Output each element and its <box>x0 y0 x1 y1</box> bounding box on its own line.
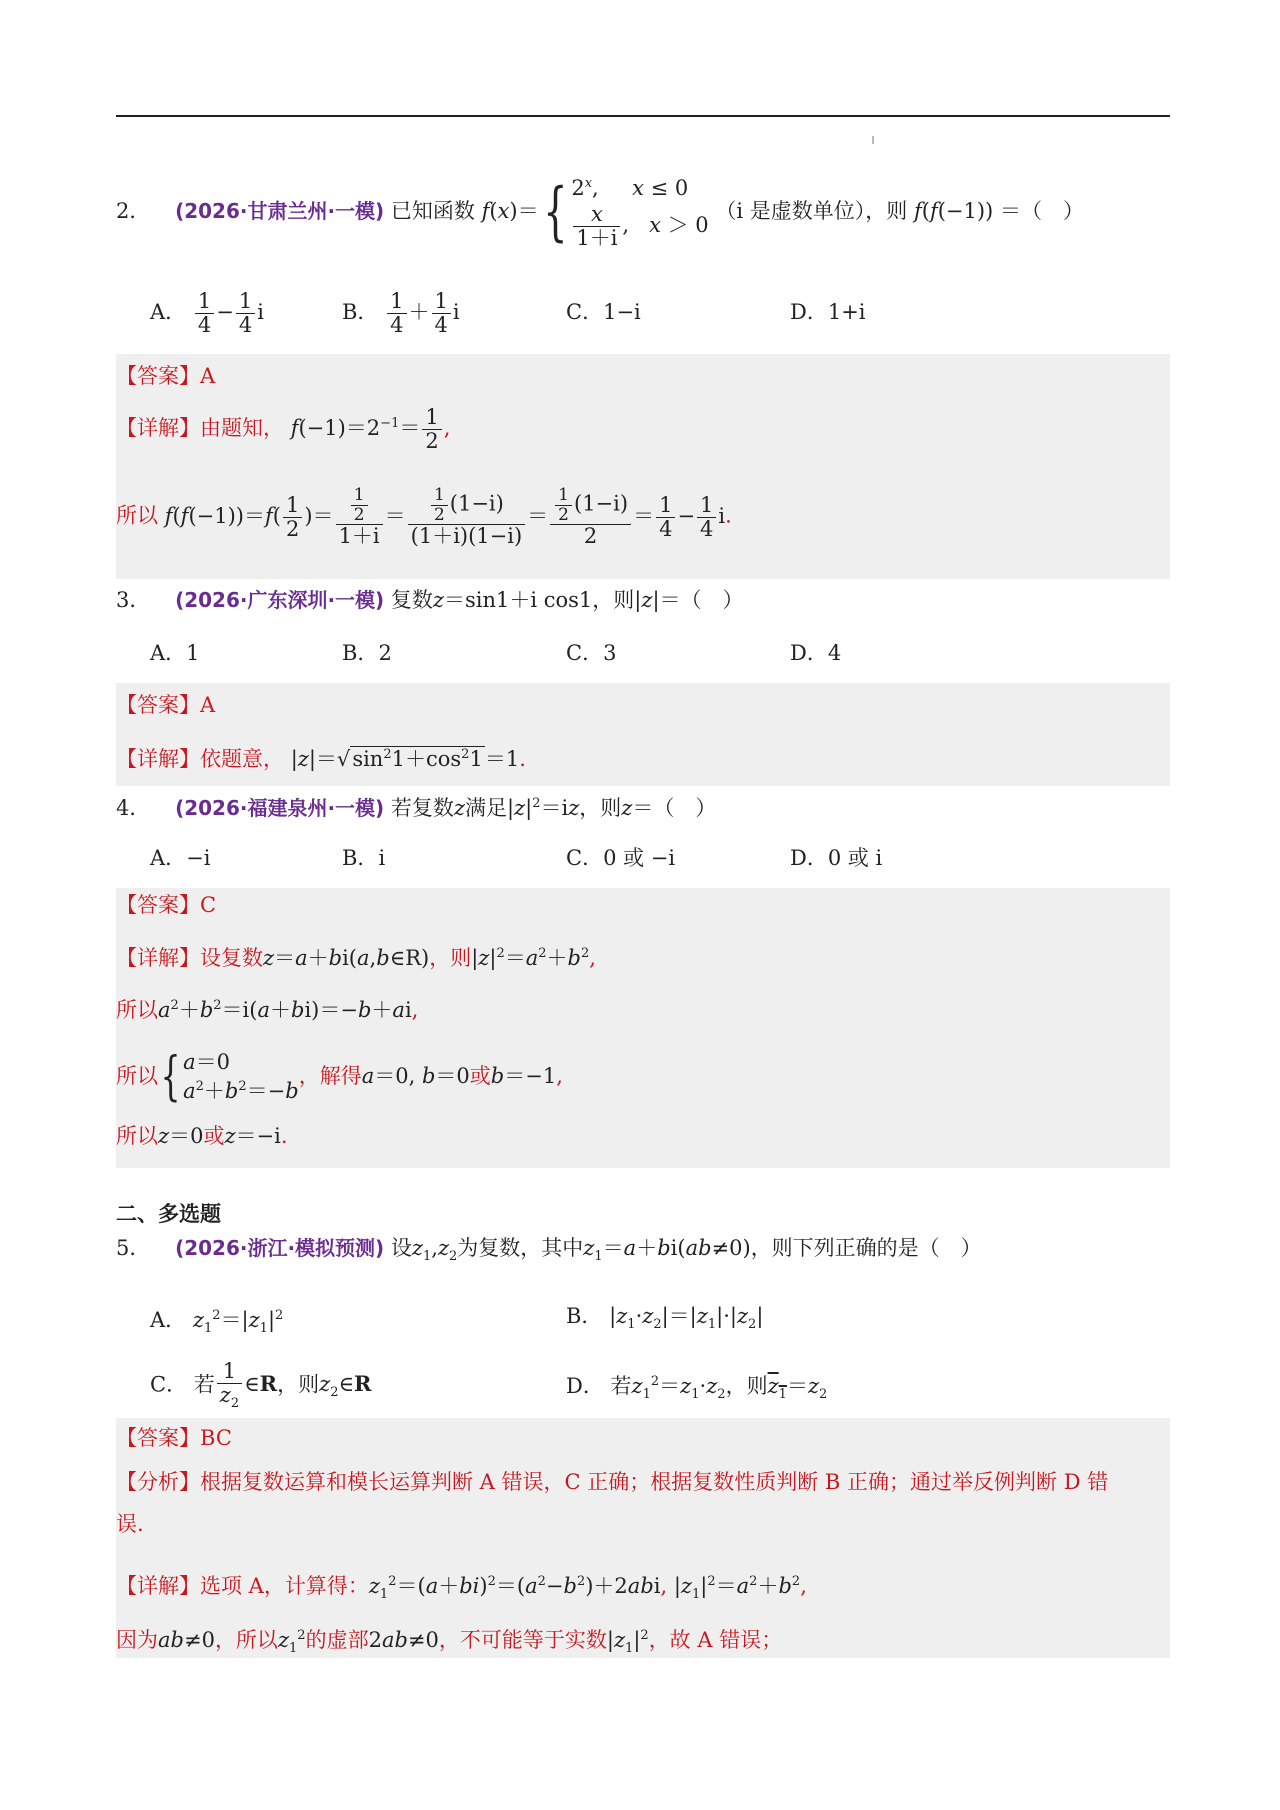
stem-text: ，则下列正确的是（ ） <box>750 1236 982 1260</box>
question-3-stem: 3． (2026·广东深圳·一模) 复数z＝sin1＋i cos1，则|z|＝（ ） <box>116 588 744 612</box>
scan-mark <box>872 136 874 144</box>
detail-line-1: 【详解】设复数z＝a＋bi(a,b∈R)，则$|z|^2=a^2+b^2$, <box>116 946 596 970</box>
option-c: C． 若 $\frac{1}{z_2}$ ∈R，则$z_2\in R$ <box>150 1359 372 1412</box>
option-label: B． <box>566 1304 603 1328</box>
detail-text: 的虚部 <box>305 1628 369 1652</box>
option-b <box>342 844 385 872</box>
answer-box-q3 <box>116 683 1170 786</box>
detail-text: ，所以 <box>214 1628 278 1652</box>
option-text: 3 <box>603 641 617 665</box>
option-d: D． 若$z_1^2=z_1\cdot z_2$，则$z_1=z_2$ <box>566 1374 828 1403</box>
answer-box-q4 <box>116 888 1170 1168</box>
option-a <box>150 844 210 872</box>
detail-text: 设复数 <box>200 946 263 970</box>
option-text: ，则 <box>725 1374 768 1398</box>
piecewise-cases: 2$^x$, x ≤ 0 $\frac{x}{1+i}$ , x ＞ 0 <box>571 176 709 251</box>
detail-tag: 【详解】 <box>116 416 200 441</box>
option-text: 0 或 i <box>827 846 883 870</box>
option-text: ，则 <box>277 1372 320 1397</box>
detail-line-4: 所以z＝0或z＝−i. <box>116 1124 288 1148</box>
question-2-stem: 2． (2026·甘肃兰州·一模) 已知函数 f(x)＝{ 2$^x$, x ≤ 0 $\frac{x}{1+i}$ , x ＞ 0 （i 是虚数单位），则 f(f(−1)) ＝（ ） <box>116 175 1084 251</box>
option-label: D． <box>566 1374 604 1398</box>
section-title: 二、多选题 <box>116 1201 221 1226</box>
stem-text: ，则 <box>592 588 635 612</box>
detail-tag: 【详解】 <box>116 747 200 771</box>
detail-line-3: 所以{ a＝0 $a^2+b^2=-b$ ，解得a＝0, b＝0或b＝−1, <box>116 1047 563 1108</box>
option-text: 1−i <box>603 300 641 324</box>
option-text: i <box>378 846 386 870</box>
math-fx: f(x)＝ <box>481 198 539 223</box>
answer-tag: 【答案】 <box>116 364 200 388</box>
question-5-stem: 5． (2026·浙江·模拟预测) 设$z_1,z_2$为复数，其中$z_1=a+bi(ab\ne 0)$，则下列正确的是（ ） <box>116 1236 982 1265</box>
analysis-line-1 <box>116 1468 1108 1496</box>
detail-text: 因为 <box>116 1628 158 1652</box>
option-c <box>566 844 675 872</box>
option-label: B． <box>342 300 379 325</box>
detail-text: ，故 A 错误； <box>648 1628 783 1652</box>
detail-text: 所以 <box>116 998 158 1022</box>
answer-value: BC <box>200 1426 232 1450</box>
option-text: 1+i <box>827 300 866 324</box>
detail-text: 或 <box>469 1063 491 1088</box>
answer-line <box>116 691 215 719</box>
question-source: (2026·甘肃兰州·一模) <box>175 198 385 223</box>
question-number: 4． <box>116 796 151 820</box>
answer-tag: 【答案】 <box>116 693 200 717</box>
option-label: B． <box>342 641 379 665</box>
stem-text: 为复数，其中 <box>457 1236 584 1260</box>
answer-value: A <box>200 364 216 388</box>
option-d <box>790 639 841 667</box>
option-text: 若 <box>193 1372 215 1397</box>
question-number: 3． <box>116 588 151 612</box>
question-4-stem: 4． (2026·福建泉州·一模) 若复数z满足$|z|^2=iz$，则z＝（ ） <box>116 796 717 820</box>
option-text: 0 或 −i <box>603 846 676 870</box>
detail-text: ，不可能等于实数 <box>438 1628 607 1652</box>
question-number: 2． <box>116 198 151 223</box>
option-label: B． <box>342 846 379 870</box>
detail-line-1: 【详解】由题知， $f(-1)=2^{-1}=$ $\frac{1}{2}$ , <box>116 405 451 454</box>
answer-line <box>116 1424 232 1452</box>
analysis-tag: 【分析】 <box>116 1470 200 1494</box>
option-text: −i <box>186 846 211 870</box>
answer-tag: 【答案】 <box>116 1426 200 1450</box>
option-label: D． <box>790 641 828 665</box>
stem-text: ＝（ ） <box>632 796 717 820</box>
option-c <box>566 298 641 326</box>
option-d <box>790 298 866 326</box>
question-number: 5． <box>116 1236 151 1260</box>
stem-text: ＝（ ） <box>999 198 1084 223</box>
option-label: C． <box>150 1372 188 1397</box>
left-brace: { <box>542 175 568 250</box>
option-label: A． <box>150 846 187 870</box>
option-b: B． $\frac{1}{4}$ ＋ $\frac{1}{4}$ i <box>342 289 460 338</box>
stem-text: 满足 <box>464 796 507 820</box>
stem-text: 设 <box>390 1236 412 1260</box>
option-label: A． <box>150 1308 187 1332</box>
detail-line-1: 【详解】选项 A，计算得：$z_1^2=(a+bi)^2=(a^2-b^2)+2abi$, $|z_1|^2=a^2+b^2$, <box>116 1574 807 1603</box>
answer-line <box>116 362 215 390</box>
detail-text: 所以 <box>116 1063 158 1088</box>
detail-text: 或 <box>203 1124 225 1148</box>
option-c <box>566 639 616 667</box>
option-label: A． <box>150 300 187 325</box>
detail-tag: 【详解】 <box>116 946 200 970</box>
detail-tag: 【详解】 <box>116 1574 200 1598</box>
stem-text: 复数 <box>390 588 433 612</box>
question-source: (2026·广东深圳·一模) <box>175 588 385 612</box>
option-label: C． <box>566 846 604 870</box>
stem-text: 若复数 <box>390 796 454 820</box>
option-a: A． $\frac{1}{4}$ − $\frac{1}{4}$ i <box>150 289 264 338</box>
option-label: C． <box>566 300 604 324</box>
option-d <box>790 844 882 872</box>
detail-text: ，解得 <box>298 1063 362 1088</box>
answer-box-q2 <box>116 354 1170 579</box>
option-text: 1 <box>186 641 200 665</box>
answer-value: A <box>200 693 216 717</box>
detail-text: ，则 <box>429 946 472 970</box>
detail-text: 选项 A，计算得： <box>200 1574 369 1598</box>
detail-text: 所以 <box>116 503 158 528</box>
detail-text: 依题意， <box>200 747 284 771</box>
stem-text: ，则 <box>579 796 622 820</box>
header-rule <box>116 115 1170 117</box>
detail-text: 由题知， <box>200 416 284 441</box>
math-ffx: f <box>913 198 922 223</box>
option-b: B． $|z_1\cdot z_2|=|z_1|\cdot|z_2|$ <box>566 1304 764 1333</box>
detail-text: 所以 <box>116 1124 158 1148</box>
option-text: 4 <box>827 641 842 665</box>
stem-text: 已知函数 <box>390 198 475 223</box>
option-a: A． $z_1^2=|z_1|^2$ <box>150 1308 284 1337</box>
answer-line <box>116 891 216 919</box>
analysis-line-2 <box>116 1510 144 1538</box>
stem-text: ＝（ ） <box>659 588 744 612</box>
option-text: 若 <box>610 1374 632 1398</box>
option-label: D． <box>790 846 828 870</box>
answer-tag: 【答案】 <box>116 893 200 917</box>
option-text: 2 <box>378 641 392 665</box>
option-label: C． <box>566 641 604 665</box>
question-source: (2026·浙江·模拟预测) <box>175 1236 385 1260</box>
detail-line-2: 因为ab≠0，所以$z_1^2$的虚部2ab≠0，不可能等于实数$|z_1|^2$，故 A 错误； <box>116 1628 783 1657</box>
analysis-text: 误. <box>116 1512 144 1536</box>
option-label: D． <box>790 300 828 324</box>
option-b <box>342 639 392 667</box>
option-a <box>150 639 200 667</box>
answer-box-q5 <box>116 1418 1170 1658</box>
detail-line-1: 【详解】依题意， $|z|=√\sin^21+\cos^21=1$. <box>116 747 526 771</box>
analysis-text: 根据复数运算和模长运算判断 A 错误，C 正确；根据复数性质判断 B 正确；通过举反例判断 D 错 <box>200 1470 1109 1494</box>
detail-line-2: 所以 f(f(−1))＝f( $\frac{1}{2}$ )＝ $\frac{\frac{1}{2}}{1+i}$ ＝ $\frac{1}{2}$ (1−i) (1＋i)(1−i) ＝ $\frac{1}{2}$ (1−i) 2 ＝ $\frac{1}{4}$ − $\frac{1}{4}$ i. <box>116 485 732 549</box>
option-label: A． <box>150 641 187 665</box>
question-source: (2026·福建泉州·一模) <box>175 796 385 820</box>
stem-text: （i 是虚数单位），则 <box>715 198 908 223</box>
answer-value: C <box>200 893 217 917</box>
detail-line-2: 所以$a^2+b^2=i(a+bi)=-b+ai$, <box>116 998 419 1022</box>
